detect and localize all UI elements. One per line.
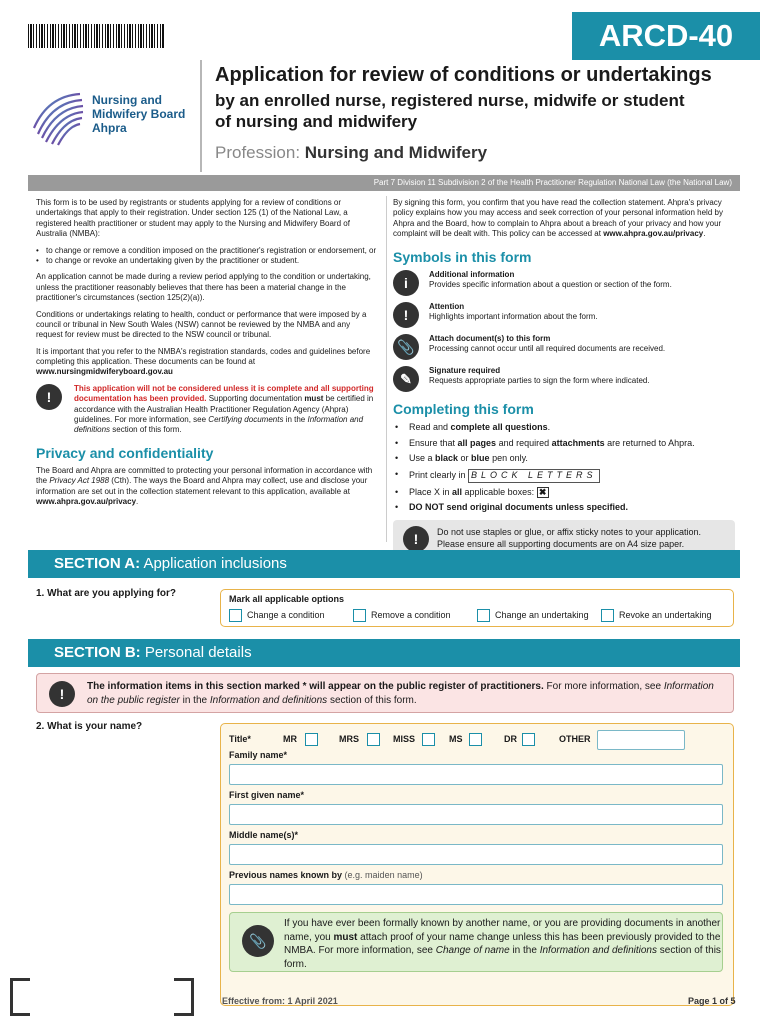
subtitle-line: by an enrolled nurse, registered nurse, midwife or student: [215, 91, 685, 110]
symbol-desc: Provides specific information about a question or section of the form.: [429, 280, 672, 290]
column-divider: [386, 196, 387, 542]
privacy-span: The Board and Ahpra are committed to protecting your personal information in accordance with the: [36, 466, 373, 486]
attention-icon: !: [403, 526, 429, 552]
checkbox[interactable]: [229, 609, 242, 622]
section-a-bar: [28, 550, 740, 578]
completing-item: [393, 502, 735, 514]
staples-note-text: Do not use staples or glue, or affix sticky notes to your application. Please ensure all supporting documents are on A4 size paper.: [437, 527, 701, 550]
warning-text: Supporting documentation: [206, 394, 305, 404]
warning-text: be certified in accordance with the Australian Health Practitioner Regulation Agency (Ahpra) guidelines. For more information, see: [74, 394, 374, 425]
ci-span: Read and: [409, 421, 451, 432]
form-title: Application for review of conditions or undertakings: [215, 64, 712, 86]
privacy-link[interactable]: www.ahpra.gov.au/privacy: [36, 497, 137, 507]
signing-text: [393, 198, 735, 240]
option-change-condition[interactable]: [229, 609, 325, 622]
privacy-span: .: [136, 497, 139, 507]
completing-list: [393, 422, 735, 514]
green-italic: Information and definitions: [539, 945, 657, 956]
symbol-desc: Requests appropriate parties to sign the form where indicated.: [429, 376, 650, 386]
intro-paragraph: This form is to be used by registrants or students applying for a review of conditions or undertakings that apply to their registration. Under section 125 (1) of the National Law, a registered health practitioner or student may apply to the Nursing and Midwifery Board of Australia (NMBA):: [36, 198, 350, 239]
incomplete-warning: [36, 384, 378, 436]
intro-text: It is important that you refer to the NMBA's registration standards, codes and guidelines before completing this application. These documents can be found at: [36, 346, 371, 367]
ci-span: and required: [496, 437, 552, 448]
question-2: 2. What is your name?: [36, 721, 143, 732]
ci-span: Ensure that: [409, 437, 458, 448]
alert-text: in the: [179, 695, 210, 706]
ci-bold: all pages: [457, 437, 497, 448]
intro-paragraph: Conditions or undertakings relating to health, conduct or performance that were imposed by a council or tribunal in New South Wales (NSW) cannot be reviewed by the NMBA and any request for review must be directed to the NSW council or tribunal.: [36, 309, 367, 340]
attention-icon: !: [49, 681, 75, 707]
green-bold: must: [333, 931, 358, 943]
family-name-field[interactable]: [229, 764, 723, 785]
paperclip-icon: 📎: [242, 925, 274, 957]
ci-bold: black: [435, 453, 459, 464]
ci-span: .: [547, 421, 551, 432]
warning-must: must: [304, 394, 324, 404]
ci-span: or: [458, 453, 472, 464]
green-text: If you have ever been formally known by another name, or you are providing documents in another name, you: [284, 918, 721, 943]
green-italic: Change of name: [435, 945, 510, 956]
option-label: Revoke an undertaking: [619, 609, 712, 620]
completing-item: [393, 487, 735, 499]
previous-names-field[interactable]: [229, 884, 723, 905]
warning-italic: Information and definitions: [74, 415, 364, 435]
ci-bold: complete all questions: [450, 421, 548, 432]
intro-bullets: [36, 246, 378, 267]
title-miss-checkbox[interactable]: [422, 733, 435, 746]
intro-paragraph: [36, 347, 378, 378]
title-option-label: DR: [504, 734, 517, 744]
family-name-label: Family name*: [229, 750, 288, 760]
info-icon: i: [393, 270, 419, 296]
symbol-desc: Processing cannot occur until all required documents are received.: [429, 344, 666, 354]
application-options: [220, 589, 734, 627]
public-register-alert: [36, 673, 734, 713]
first-name-label: First given name*: [229, 790, 305, 800]
ci-span: Place X in: [409, 486, 453, 497]
symbol-title: Attention: [429, 301, 465, 311]
options-header: Mark all applicable options: [229, 594, 345, 604]
right-column: [393, 198, 735, 558]
logo-mark-icon: [28, 88, 88, 148]
title-option-label: MS: [449, 734, 463, 744]
title-other-field[interactable]: [597, 730, 685, 750]
alert-bold: The information items in this section marked * will appear on the public register of practitioners.: [87, 681, 544, 692]
ci-bold: attachments: [551, 437, 605, 448]
intro-paragraph: An application cannot be made during a review period applying to the condition or undertaking, unless the practitioner reasonably believes that there has been a material change in the practitioner's circumstances (section 125(2)(a)).: [36, 272, 371, 303]
profession-value: Nursing and Midwifery: [304, 143, 488, 162]
warning-italic: Certifying documents: [208, 415, 284, 425]
previous-hint: (e.g. maiden name): [342, 870, 423, 880]
symbol-signature: [393, 366, 735, 392]
warning-red-text: This application will not be considered unless it is complete and all supporting documentation has been provided.: [74, 383, 374, 404]
alert-italic: Information and definitions: [209, 695, 328, 706]
title-option-label: MR: [283, 734, 297, 744]
signing-span: .: [703, 229, 706, 239]
law-reference-bar: Part 7 Division 11 Subdivision 2 of the Health Practitioner Regulation National Law (the National Law): [28, 175, 740, 191]
intro-bullet: • to change or revoke an undertaking given by the practitioner or student.: [36, 256, 378, 266]
title-option-label: MISS: [393, 734, 416, 744]
name-fields-box: [220, 723, 734, 1006]
intro-column: [36, 198, 378, 514]
option-remove-condition[interactable]: [353, 609, 451, 622]
option-label: Change an undertaking: [495, 609, 589, 620]
warning-text: section of this form.: [110, 425, 182, 435]
green-text: section of this form.: [284, 945, 721, 970]
privacy-span: (Cth). The ways the Board and Ahpra may collect, use and disclose your information are set out in the collection statement relevant to this application, available at: [36, 476, 368, 496]
title-mrs-checkbox[interactable]: [367, 733, 380, 746]
title-option-label: MRS: [339, 734, 359, 744]
symbol-desc: Highlights important information about the form.: [429, 312, 598, 322]
section-a-title: Application inclusions: [140, 555, 287, 572]
symbol-info: [393, 270, 735, 296]
checkbox[interactable]: [477, 609, 490, 622]
ci-bold: blue: [471, 453, 490, 464]
previous-names-label: [229, 870, 423, 882]
profession: [215, 142, 487, 164]
logo-line: Midwifery Board: [92, 106, 186, 121]
nmba-logo: [28, 88, 198, 148]
completing-heading: Completing this form: [393, 400, 534, 417]
ci-span: pen only.: [489, 453, 528, 464]
form-code: ARCD-40: [572, 12, 760, 60]
privacy-heading: Privacy and confidentiality: [36, 444, 214, 461]
completing-item: [393, 438, 735, 450]
privacy-text: [36, 466, 378, 508]
effective-date: Effective from: 1 April 2021: [222, 996, 338, 1006]
alert-text: section of this form.: [327, 695, 417, 706]
section-b-label: SECTION B:: [54, 644, 141, 661]
symbol-title: Signature required: [429, 365, 501, 375]
ci-span: applicable boxes:: [462, 486, 537, 497]
completing-item: [393, 422, 735, 434]
alert-italic: Information on the public register: [87, 681, 714, 706]
logo-line: Nursing and: [92, 93, 163, 107]
completing-item: [393, 469, 735, 483]
first-name-field[interactable]: [229, 804, 723, 825]
middle-name-label: Middle name(s)*: [229, 830, 299, 840]
signature-icon: ✎: [393, 366, 419, 392]
symbol-title: Attach document(s) to this form: [429, 333, 551, 343]
ci-span: are returned to Ahpra.: [604, 437, 695, 448]
nmba-link[interactable]: www.nursingmidwiferyboard.gov.au: [36, 367, 173, 377]
logo-line: Ahpra: [92, 120, 127, 135]
symbol-attention: [393, 302, 735, 328]
section-b-bar: [28, 639, 740, 667]
signing-span: By signing this form, you confirm that you have read the collection statement. Ahpra's privacy policy explains how you may access and seek correction of your personal information held by Ahpra and the Board, how to complain to Ahpra about a breach of your privacy and how your complaint will be dealt with. This policy can be accessed at: [393, 198, 723, 239]
ci-bold: DO NOT send original documents unless specified.: [409, 502, 629, 513]
warning-text: in the: [283, 415, 308, 425]
form-subtitle: [215, 90, 735, 133]
block-letters-sample: BLOCK LETTERS: [468, 469, 600, 483]
title-ms-checkbox[interactable]: [469, 733, 482, 746]
middle-name-field[interactable]: [229, 844, 723, 865]
section-a-label: SECTION A:: [54, 555, 141, 572]
symbols-heading: Symbols in this form: [393, 248, 532, 265]
symbol-attach: [393, 334, 735, 360]
attention-icon: !: [393, 302, 419, 328]
change-of-name-note: [229, 912, 723, 972]
profession-label: Profession:: [215, 143, 301, 162]
title-label: Title*: [229, 734, 251, 744]
symbol-title: Additional information: [429, 269, 515, 279]
x-checkbox-icon: ✖: [537, 487, 549, 498]
scan-corner-mark: [10, 978, 30, 1016]
option-revoke-undertaking[interactable]: [601, 609, 712, 622]
checkbox[interactable]: [601, 609, 614, 622]
section-b-title: Personal details: [140, 644, 252, 661]
scan-corner-mark: [174, 978, 194, 1016]
option-change-undertaking[interactable]: [477, 609, 589, 622]
subtitle-line: of nursing and midwifery: [215, 112, 418, 132]
green-text: in the: [509, 945, 540, 956]
ci-span: Print clearly in: [409, 470, 469, 480]
completing-item: [393, 453, 735, 465]
checkbox[interactable]: [353, 609, 366, 622]
attention-icon: !: [36, 384, 62, 410]
title-mr-checkbox[interactable]: [305, 733, 318, 746]
title-dr-checkbox[interactable]: [522, 733, 535, 746]
ci-bold: all: [452, 486, 463, 497]
question-1: 1. What are you applying for?: [36, 588, 177, 599]
privacy-act: Privacy Act 1988: [49, 476, 110, 486]
previous-label: Previous names known by: [229, 870, 343, 880]
alert-text: For more information, see: [543, 681, 664, 692]
header-divider: [200, 60, 202, 172]
page-number: Page 1 of 5: [688, 996, 736, 1006]
paperclip-icon: 📎: [393, 334, 419, 360]
barcode: [28, 24, 164, 48]
title-option-label: OTHER: [559, 734, 591, 744]
ci-span: Use a: [409, 453, 436, 464]
option-label: Change a condition: [247, 609, 325, 620]
privacy-policy-link[interactable]: www.ahpra.gov.au/privacy: [603, 229, 704, 239]
green-text: attach proof of your name change unless this has been previously provided to the NMBA. For more information, see: [284, 931, 721, 956]
option-label: Remove a condition: [371, 609, 451, 620]
intro-bullet: • to change or remove a condition imposed on the practitioner's registration or endorsement, or: [36, 246, 378, 256]
